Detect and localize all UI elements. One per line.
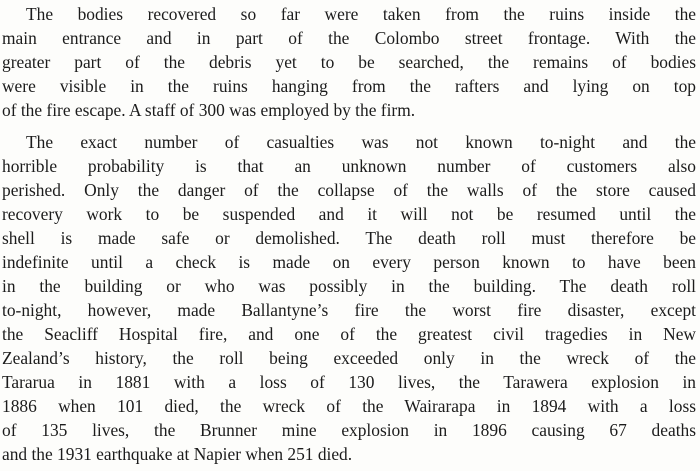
paragraph-2-line-10: Zealand’s history, the roll being exceeded only in the wreck of the: [2, 348, 696, 368]
paragraph-2-line-14: and the 1931 earthquake at Napier when 251 died.: [2, 444, 353, 464]
paragraph-2-line-2: horrible probability is that an unknown number of customers also: [2, 156, 696, 176]
paragraph-2-line-6: indefinite until a check is made on every person known to have been: [2, 252, 696, 272]
paragraph-2-line-1: The exact number of casualties was not known to-night and the: [26, 132, 696, 152]
paragraph-1-line-3: greater part of the debris yet to be searched, the remains of bodies: [2, 52, 696, 72]
paragraph-2-line-4: recovery work to be suspended and it will not be resumed until the: [2, 204, 696, 224]
paragraph-1-line-5: of the fire escape. A staff of 300 was employed by the firm.: [2, 100, 416, 120]
paragraph-2-line-3: perished. Only the danger of the collapse of the walls of the store caused: [2, 180, 696, 200]
paragraph-1-line-1: The bodies recovered so far were taken from the ruins inside the: [26, 4, 696, 24]
paragraph-2-line-8: to-night, however, made Ballantyne’s fire the worst fire disaster, except: [2, 300, 696, 320]
paragraph-2-line-13: of 135 lives, the Brunner mine explosion in 1896 causing 67 deaths: [2, 420, 696, 440]
paragraph-1-line-4: were visible in the ruins hanging from the rafters and lying on top: [2, 76, 696, 96]
paragraph-2-line-12: 1886 when 101 died, the wreck of the Wairarapa in 1894 with a loss: [2, 396, 696, 416]
paragraph-2-line-7: in the building or who was possibly in the building. The death roll: [2, 276, 696, 296]
paragraph-2-line-9: the Seacliff Hospital fire, and one of the greatest civil tragedies in New: [2, 324, 696, 344]
paragraph-2-line-11: Tararua in 1881 with a loss of 130 lives, the Tarawera explosion in: [2, 372, 696, 392]
paragraph-2-line-5: shell is made safe or demolished. The death roll must therefore be: [2, 228, 696, 248]
paragraph-1-line-2: main entrance and in part of the Colombo street frontage. With the: [2, 28, 696, 48]
